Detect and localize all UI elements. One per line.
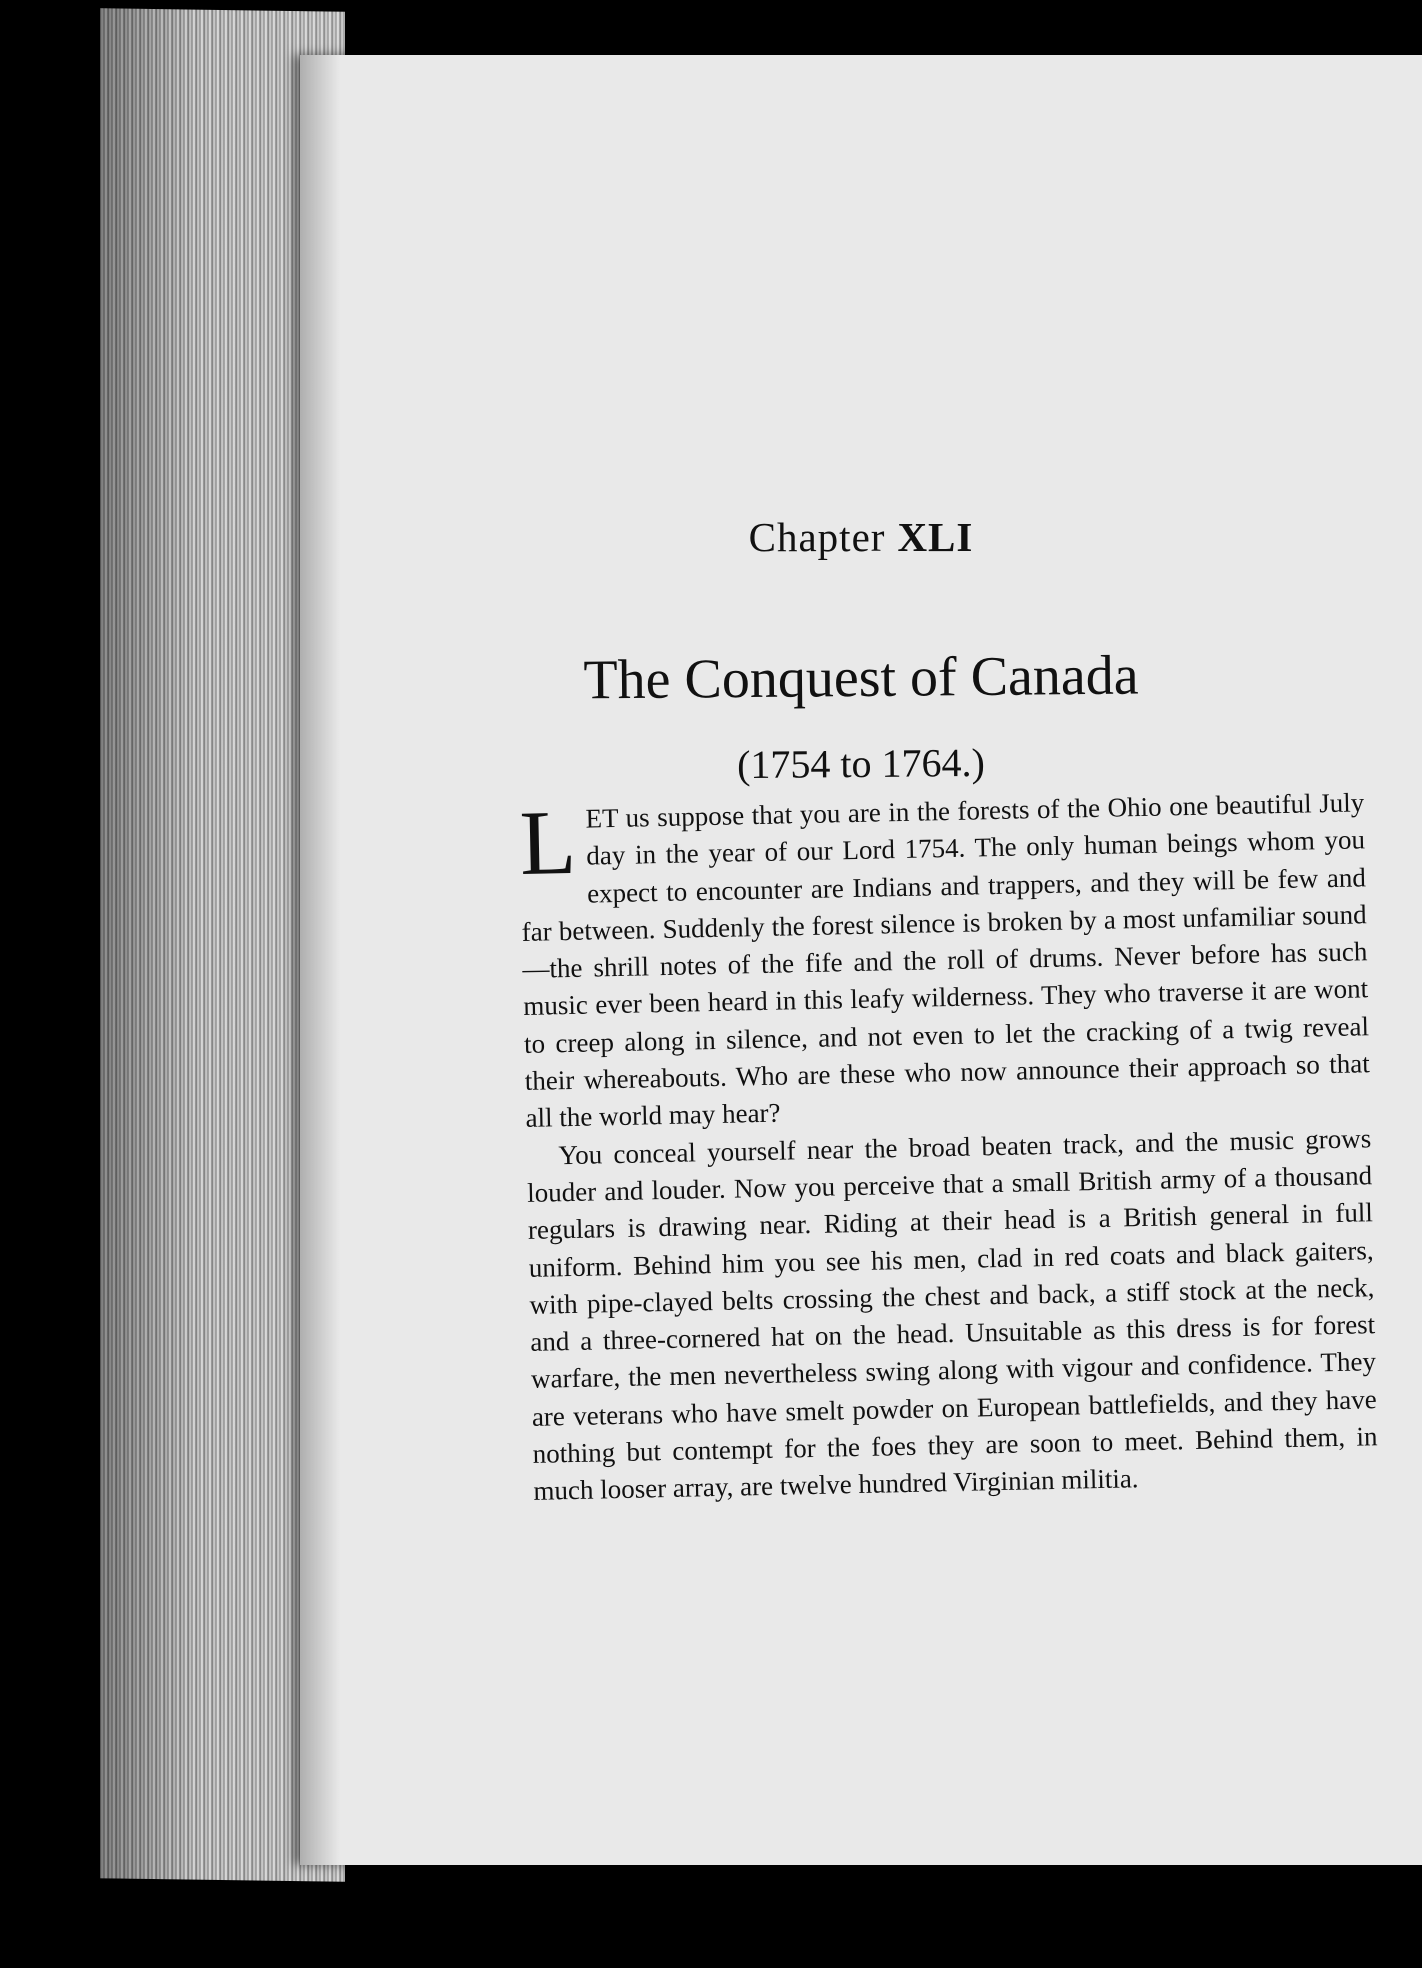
book-page [300, 55, 1422, 1865]
page-gutter-shadow [300, 55, 340, 1865]
paragraph-1 [519, 784, 1371, 1137]
chapter-title: The Conquest of Canada [583, 644, 1139, 712]
chapter-dates: (1754 to 1764.) [736, 739, 986, 788]
body-text [519, 784, 1379, 1510]
chapter-number: XLI [897, 514, 974, 560]
chapter-heading [300, 513, 1422, 561]
paragraph-2: You conceal yourself near the broad beaten track, and the music grows louder and louder. Now you perceive that a small British army of a thousand regulars is drawing near. Riding at their head is a British general in full uniform. Behind him you see his men, clad in red coats and black gaiters, with pipe-clayed belts crossing the chest and back, a stiff stock at the neck, and a three-cornered hat on the head. Unsuitable as this dress is for forest warfare, the men nevertheless swing along with vigour and confidence. They are veterans who have smelt powder on European battlefields, and they have nothing but contempt for the foes they are soon to meet. Behind them, in much looser array, are twelve hundred Virginian militia. [526, 1122, 1378, 1507]
paragraph-1-text: ET us suppose that you are in the forests of the Ohio one beautiful July day in the year of our Lord 1754. The only human beings whom you expect to encounter are Indians and trappers, and they will be few and far between. Suddenly the forest silence is broken by a most unfamiliar sound—the shrill notes of the fife and the roll of drums. Never before has such music ever been heard in this leafy wilderness. They who traverse it are wont to creep along in silence, and not even to let the cracking of a twig reveal their whereabouts. Who are these who now announce their approach so that all the world may hear? [521, 787, 1370, 1134]
chapter-label-word: Chapter [748, 514, 886, 560]
drop-cap: L [518, 790, 578, 894]
